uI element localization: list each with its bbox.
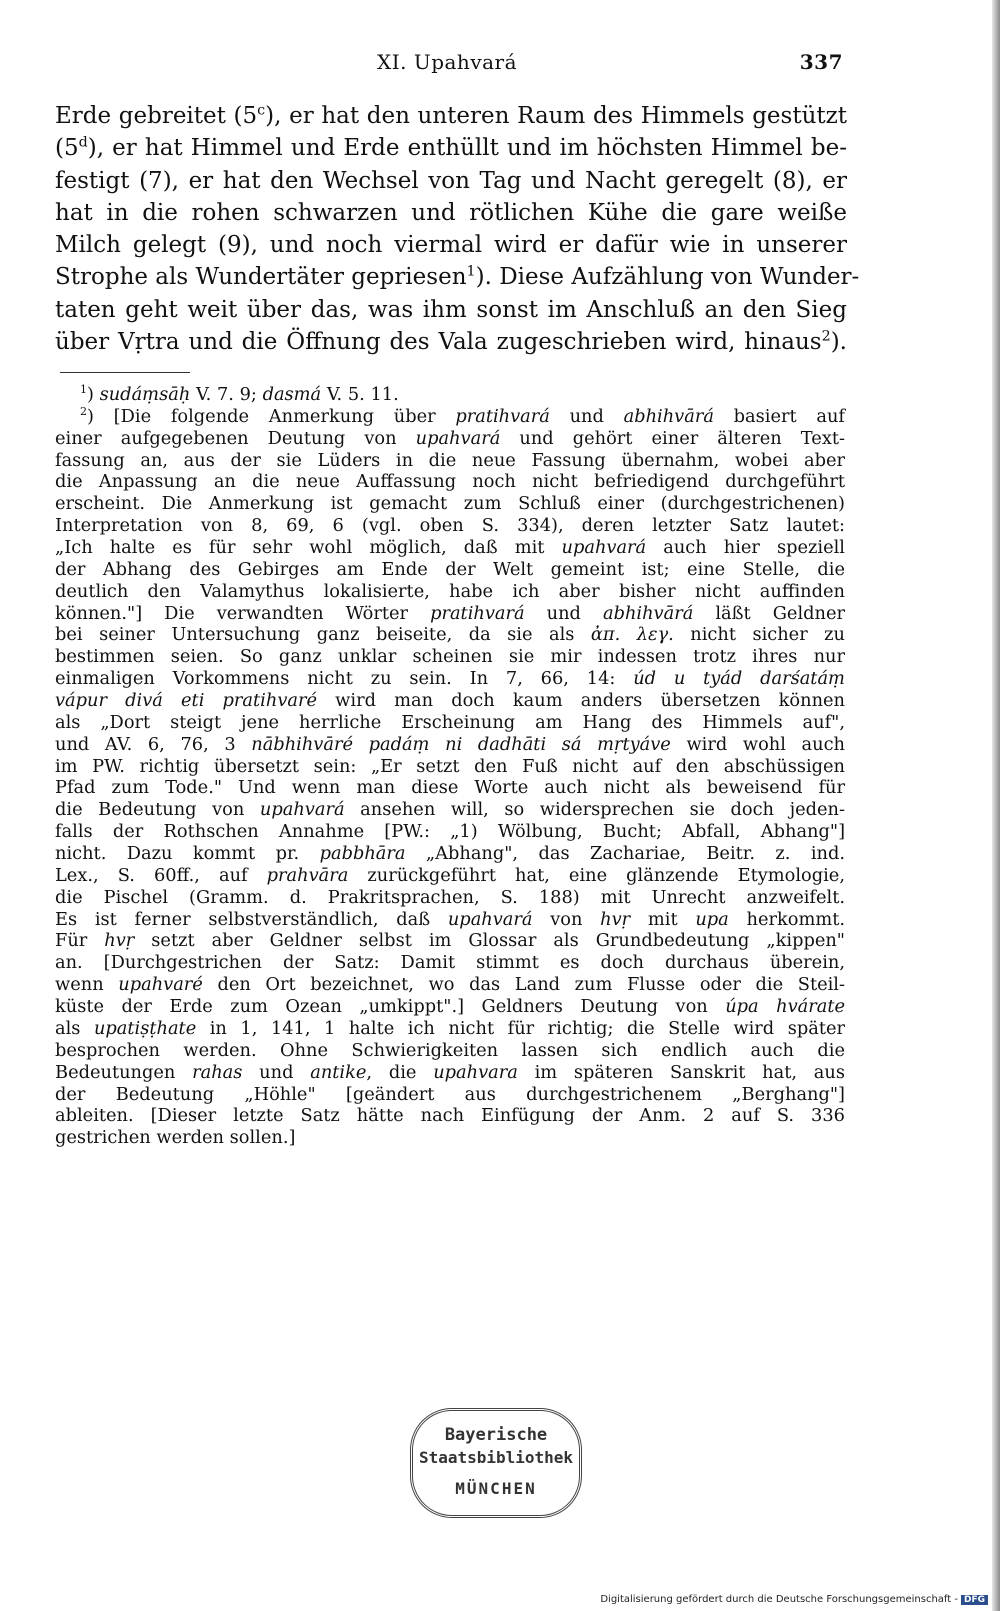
footnote-line: als upatiṣṭhate in 1, 141, 1 halte ich nicht für richtig; die Stelle wird später <box>55 1017 845 1039</box>
text-line: taten geht weit über das, was ihm sonst im Anschluß an den Sieg <box>55 296 847 323</box>
footnote-line: der Bedeutung „Höhle" [geändert aus durchgestrichenem „Berghang"] <box>55 1083 845 1105</box>
digitization-credit <box>600 1594 988 1605</box>
dfg-logo: DFG <box>961 1595 988 1605</box>
footnote-line: im PW. richtig übersetzt sein: „Er setzt den Fuß nicht auf den abschüssigen <box>55 755 845 777</box>
footnote-line: Bedeutungen rahas und antike, die upahvara im späteren Sanskrit hat, aus <box>55 1061 845 1083</box>
page-number: 337 <box>799 50 843 74</box>
stamp-line: Staatsbibliothek <box>418 1448 574 1467</box>
footnote-line: vápur divá eti pratihvaré wird man doch kaum anders übersetzen können <box>55 690 845 712</box>
footnote-line: Interpretation von 8, 69, 6 (vgl. oben S. 334), deren letzter Satz lautet: <box>55 515 845 537</box>
text-line: Milch gelegt (9), und noch viermal wird er dafür wie in unserer <box>55 232 847 259</box>
text-line: festigt (7), er hat den Wechsel von Tag und Nacht geregelt (8), er <box>55 167 847 194</box>
footnote-line: küste der Erde zum Ozean „umkippt".] Geldners Deutung von úpa hvárate <box>55 996 845 1018</box>
text-line: Strophe als Wundertäter gepriesen$^1$). Diese Aufzählung von Wunder- <box>55 263 860 291</box>
footnote-divider <box>60 372 190 373</box>
footnote-line: können."] Die verwandten Wörter pratihvará und abhihvārá läßt Geldner <box>55 602 845 624</box>
footnote-line: $^2$) [Die folgende Anmerkung über pratihvará und abhihvārá basiert auf <box>80 404 845 427</box>
footnote-line: die Anpassung an die neue Auffassung noch nicht befriedigend durchgeführt <box>55 471 845 493</box>
footnote-line: Lex., S. 60ff., auf prahvāra zurückgeführt hat, eine glänzende Etymologie, <box>55 864 845 886</box>
footnote-line: falls der Rothschen Annahme [PW.: „1) Wölbung, Bucht; Abfall, Abhang"] <box>55 821 845 843</box>
footnote-line: Es ist ferner selbstverständlich, daß upahvará von hvṛ mit upa herkommt. <box>55 908 845 930</box>
footnote-line: die Pischel (Gramm. d. Prakritsprachen, S. 188) mit Unrecht anzweifelt. <box>55 886 845 908</box>
footnote-line: gestrichen werden sollen.] <box>55 1127 296 1149</box>
footnote-line: einer aufgegebenen Deutung von upahvará und gehört einer älteren Text- <box>55 427 845 449</box>
footnote-2 <box>55 406 845 1149</box>
footnote-line: erscheint. Die Anmerkung ist gemacht zum Schluß einer (durchgestrichenen) <box>55 493 845 515</box>
scan-edge-shadow <box>992 0 1000 1611</box>
text-line: Erde gebreitet (5$^c$), er hat den unteren Raum des Himmels gestützt <box>55 102 847 129</box>
footnote-line: Pfad zum Tode." Und wenn man diese Worte auch nicht als beweisend für <box>55 777 845 799</box>
text-line: (5$^d$), er hat Himmel und Erde enthüllt und im höchsten Himmel be- <box>55 134 847 162</box>
credit-text: Digitalisierung gefördert durch die Deutsche Forschungsgemeinschaft - <box>600 1594 958 1605</box>
footnote-line: wenn upahvaré den Ort bezeichnet, wo das Land zum Flusse oder die Steil- <box>55 974 845 996</box>
chapter-title: XI. Upahvará <box>377 50 518 74</box>
stamp-line: Bayerische <box>444 1425 548 1445</box>
main-text <box>55 100 860 358</box>
library-stamp <box>410 1408 582 1518</box>
running-header <box>55 50 845 80</box>
footnote-line: an. [Durchgestrichen der Satz: Damit stimmt es doch durchaus überein, <box>55 952 845 974</box>
footnote-line: bei seiner Untersuchung ganz beiseite, da sie als ἀπ. λεγ. nicht sicher zu <box>55 624 846 646</box>
text-line: über Vṛtra und die Öffnung des Vala zugeschrieben wird, hinaus$^2$). <box>55 328 847 356</box>
footnote-line: die Bedeutung von upahvará ansehen will, so widersprechen sie doch jeden- <box>55 799 845 821</box>
footnote-line: Für hvṛ setzt aber Geldner selbst im Glossar als Grundbedeutung „kippen" <box>55 930 845 952</box>
footnote-1: $^1$) sudáṃsāḥ V. 7. 9; dasmá V. 5. 11. <box>80 383 399 405</box>
footnote-line: einmaligen Vorkommens nicht zu sein. In 7, 66, 14: úd u tyád darśatáṃ <box>55 668 845 690</box>
text-line: hat in die rohen schwarzen und rötlichen Kühe die gare weiße <box>55 199 847 226</box>
footnote-line: nicht. Dazu kommt pr. pabbhāra „Abhang", das Zachariae, Beitr. z. ind. <box>55 843 845 865</box>
footnote-line: fassung an, aus der sie Lüders in die neue Fassung übernahm, wobei aber <box>55 449 845 471</box>
footnote-line: der Abhang des Gebirges am Ende der Welt gemeint ist; eine Stelle, die <box>55 558 845 580</box>
footnote-line: besprochen werden. Ohne Schwierigkeiten lassen sich endlich auch die <box>55 1039 845 1061</box>
footnote-line: als „Dort steigt jene herrliche Erscheinung am Hang des Himmels auf", <box>55 711 845 733</box>
footnote-line: und AV. 6, 76, 3 nābhihvāré padáṃ ni dadhāti sá mṛtyáve wird wohl auch <box>55 733 845 755</box>
footnotes <box>55 384 845 1149</box>
footnote-line: deutlich den Valamythus lokalisierte, habe ich aber bisher nicht auffinden <box>55 580 845 602</box>
footnote-line: „Ich halte es für sehr wohl möglich, daß mit upahvará auch hier speziell <box>55 537 845 559</box>
footnote-line: ableiten. [Dieser letzte Satz hätte nach Einfügung der Anm. 2 auf S. 336 <box>55 1105 845 1127</box>
footnote-line: bestimmen seien. So ganz unklar scheinen sie mir indessen trotz ihres nur <box>55 646 845 668</box>
stamp-line: MÜNCHEN <box>455 1479 537 1498</box>
